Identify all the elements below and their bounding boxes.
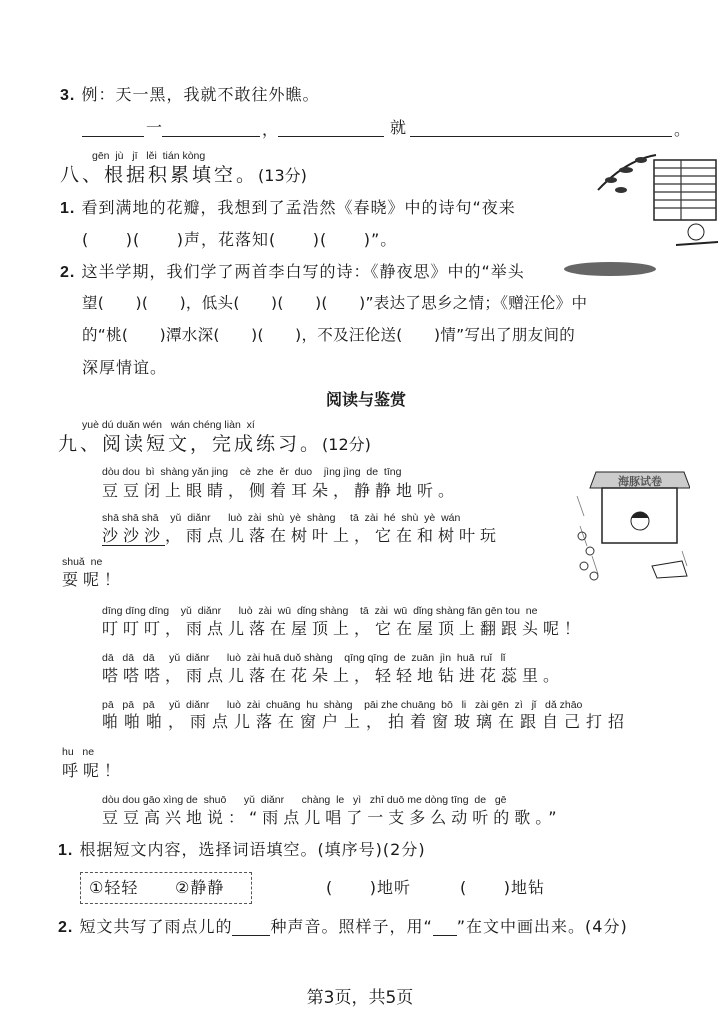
question-text: 根据短文内容，选择词语填空。(填序号)(2分): [79, 840, 426, 859]
passage-pinyin: shā shā shā yǔ diǎnr luò zài shù yè shàng tā zài hé shù yè wán: [102, 512, 461, 524]
section-title: 九、阅读短文，完成练习。: [58, 433, 323, 455]
answer-blank[interactable]: [162, 136, 260, 137]
question-text: 例：天一黑，我就不敢往外瞧。: [81, 85, 320, 104]
question-8-1: [60, 200, 516, 217]
passage-pinyin: hu ne: [62, 746, 95, 758]
underline-sample: [433, 919, 457, 936]
passage-line: [102, 528, 501, 544]
passage-line: 嗒嗒嗒，雨点儿落在花朵上，轻轻地钻进花蕊里。: [102, 666, 565, 685]
passage-line: 叮叮叮，雨点儿落在屋顶上，它在屋顶上翻跟头呢！: [102, 619, 586, 638]
section-title: 八、根据积累填空。: [60, 164, 259, 186]
question-number: 2.: [60, 264, 76, 281]
section-8-heading: [60, 166, 307, 185]
girl-window-illustration: [596, 150, 718, 260]
question-number: 1.: [58, 842, 74, 859]
question-text-continued: 的“桃( )潭水深( )( )，不及汪伦送( )情”写出了朋友间的: [82, 326, 576, 344]
blank-word-jiu: 就: [390, 118, 408, 137]
question-number: 2.: [58, 919, 74, 936]
question-text: 这半学期，我们学了两首李白写的诗：《静夜思》中的“举头: [81, 262, 525, 281]
passage-line: 呼呢！: [62, 761, 126, 780]
question-number: 1.: [60, 200, 76, 217]
question-text-continued: ( )( )声，花落知( )( )”。: [82, 230, 398, 249]
question-8-2: [60, 264, 525, 281]
section-8-pinyin: gēn jù jī lěi tián kòng: [92, 150, 206, 162]
passage-line: 豆豆闭上眼睛，侧着耳朵，静静地听。: [102, 481, 460, 500]
answer-blank[interactable]: [410, 136, 672, 137]
section-score: (12分): [322, 435, 371, 454]
word-options-box: [80, 872, 252, 904]
question-text-continued: 望( )( )，低头( )( )( )”表达了思乡之情；《赠汪伦》中: [82, 294, 588, 312]
passage-pinyin: shuǎ ne: [62, 556, 103, 568]
comma: ，: [262, 120, 280, 139]
option-1: ①轻轻: [89, 878, 139, 897]
blank-word-yi: 一: [146, 118, 164, 137]
question-text: ”在文中画出来。(4分): [456, 917, 628, 936]
question-text: 种声音。照样子，用“: [270, 917, 433, 936]
passage-pinyin: dīng dīng dīng yǔ diǎnr luò zài wū dǐng shàng tā zài wū dǐng shàng fān gēn tou ne: [102, 605, 538, 617]
section-score: (13分): [258, 166, 307, 185]
section-9-heading: [58, 435, 371, 454]
illustration-sign: 海豚试卷: [618, 475, 662, 488]
question-9-1: [58, 842, 426, 859]
passage-pinyin: dòu dou gāo xìng de shuō yǔ diǎnr chàng le yì zhī duō me dòng tīng de gē: [102, 794, 507, 806]
question-number: 3.: [60, 87, 76, 104]
boy-window-rain-illustration: [572, 466, 690, 594]
answer-blank[interactable]: [278, 136, 384, 137]
answer-blank[interactable]: [82, 136, 144, 137]
reading-section-title: 阅读与鉴赏: [326, 390, 407, 409]
question-text-continued: 深厚情谊。: [82, 358, 168, 377]
section-9-pinyin: yuè dú duǎn wén wán chéng liàn xí: [82, 419, 255, 431]
passage-text: ，雨点儿落在树叶上，它在和树叶玩: [165, 526, 502, 545]
passage-pinyin: dòu dou bì shàng yǎn jing cè zhe ěr duo jìng jìng de tīng: [102, 466, 402, 478]
cloud-illustration: [560, 258, 660, 280]
passage-line: 豆豆高兴地说：“雨点儿唱了一支多么动听的歌。”: [102, 808, 562, 827]
question-7-3: [60, 87, 319, 104]
option-2: ②静静: [175, 878, 225, 897]
question-text: 短文共写了雨点儿的: [79, 917, 233, 936]
passage-line: 耍呢！: [62, 570, 126, 589]
passage-pinyin: dā dā dā yǔ diǎnr luò zài huā duǒ shàng qīng qīng de zuān jìn huā ruǐ lǐ: [102, 652, 506, 664]
page-footer: 第3页，共5页: [306, 988, 414, 1008]
question-text: 看到满地的花瓣，我想到了孟浩然《春晓》中的诗句“夜来: [81, 198, 516, 217]
answer-blank[interactable]: [232, 919, 270, 936]
question-9-2: [58, 919, 628, 936]
fill-blank-listen[interactable]: ( )地听: [326, 878, 412, 897]
passage-line: 啪啪啪，雨点儿落在窗户上，拍着窗玻璃在跟自己打招: [102, 712, 631, 731]
period: 。: [674, 120, 692, 139]
underlined-example: 沙沙沙: [102, 526, 166, 545]
fill-blank-drill[interactable]: ( )地钻: [460, 878, 546, 897]
passage-pinyin: pā pā pā yǔ diǎnr luò zài chuāng hu shàng pāi zhe chuāng bō li zài gēn zì jǐ dǎ zhāo: [102, 699, 583, 711]
